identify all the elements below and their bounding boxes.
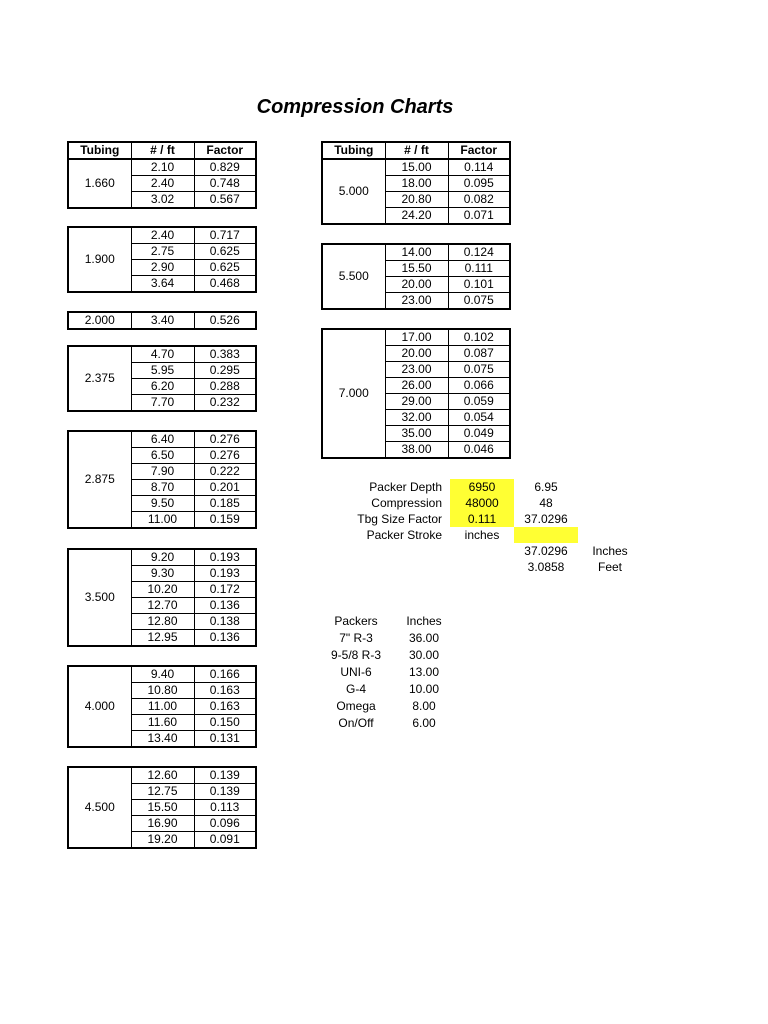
table-row — [322, 159, 510, 176]
tubing-table-2875 — [67, 430, 257, 529]
weight-cell: 2.40 — [131, 176, 194, 192]
page-title: Compression Charts — [256, 96, 454, 118]
factor-cell: 0.113 — [194, 800, 256, 816]
packer-depth-label: Packer Depth — [369, 480, 442, 494]
tubing-table-3500 — [67, 548, 257, 647]
factor-cell: 0.114 — [448, 159, 510, 176]
weight-cell: 29.00 — [385, 394, 448, 410]
factor-cell: 0.276 — [194, 448, 256, 464]
table-row — [322, 244, 510, 261]
packer-inches: 6.00 — [412, 716, 436, 730]
packers-header: Packers — [334, 614, 378, 628]
factor-cell: 0.163 — [194, 683, 256, 699]
packers-table — [318, 613, 454, 732]
factor-cell: 0.748 — [194, 176, 256, 192]
tubing-size: 4.500 — [84, 800, 115, 814]
packer-name: On/Off — [338, 716, 374, 730]
table-row — [68, 549, 256, 566]
weight-cell: 19.20 — [131, 832, 194, 849]
weight-cell: 11.00 — [131, 699, 194, 715]
weight-cell: 16.90 — [131, 816, 194, 832]
stroke-calculator — [320, 479, 686, 575]
header-weight: # / ft — [385, 142, 448, 159]
packer-depth-input[interactable]: 6950 — [450, 479, 514, 495]
weight-cell: 20.80 — [385, 192, 448, 208]
factor-cell: 0.046 — [448, 442, 510, 459]
weight-cell: 26.00 — [385, 378, 448, 394]
tubing-table-2000 — [67, 311, 257, 330]
factor-cell: 0.193 — [194, 549, 256, 566]
tubing-table-4000 — [67, 665, 257, 748]
weight-cell: 2.90 — [131, 260, 194, 276]
weight-cell: 6.20 — [131, 379, 194, 395]
list-item — [318, 630, 454, 647]
packer-depth-result: 6.95 — [534, 480, 558, 494]
packer-stroke-input[interactable] — [514, 527, 578, 543]
list-item — [318, 698, 454, 715]
list-item — [318, 681, 454, 698]
weight-cell: 24.20 — [385, 208, 448, 225]
weight-cell: 13.40 — [131, 731, 194, 748]
packer-stroke-unit: inches — [464, 528, 500, 542]
weight-cell: 7.90 — [131, 464, 194, 480]
packer-inches: 13.00 — [408, 665, 440, 679]
weight-cell: 8.70 — [131, 480, 194, 496]
factor-cell: 0.193 — [194, 566, 256, 582]
weight-cell: 17.00 — [385, 329, 448, 346]
factor-cell: 0.124 — [448, 244, 510, 261]
tubing-size: 7.000 — [338, 386, 369, 400]
tubing-size: 2.000 — [84, 313, 115, 327]
header-weight: # / ft — [131, 142, 194, 159]
weight-cell: 23.00 — [385, 293, 448, 310]
factor-cell: 0.095 — [448, 176, 510, 192]
weight-cell: 2.40 — [131, 227, 194, 244]
weight-cell: 18.00 — [385, 176, 448, 192]
weight-cell: 12.95 — [131, 630, 194, 647]
packer-name: Omega — [336, 699, 376, 713]
tubing-table-2375 — [67, 345, 257, 412]
factor-cell: 0.468 — [194, 276, 256, 293]
weight-cell: 12.60 — [131, 767, 194, 784]
factor-cell: 0.101 — [448, 277, 510, 293]
factor-cell: 0.096 — [194, 816, 256, 832]
weight-cell: 3.40 — [131, 312, 194, 329]
factor-cell: 0.054 — [448, 410, 510, 426]
header-tubing: Tubing — [68, 142, 131, 159]
header-tubing: Tubing — [322, 142, 385, 159]
result-inches-value: 37.0296 — [524, 544, 568, 558]
table-row — [68, 312, 256, 329]
table-row — [322, 329, 510, 346]
result-feet-value: 3.0858 — [527, 560, 565, 574]
table-row — [68, 666, 256, 683]
packer-stroke-label: Packer Stroke — [366, 528, 442, 542]
weight-cell: 2.75 — [131, 244, 194, 260]
weight-cell: 10.80 — [131, 683, 194, 699]
factor-cell: 0.131 — [194, 731, 256, 748]
weight-cell: 9.30 — [131, 566, 194, 582]
factor-cell: 0.567 — [194, 192, 256, 209]
weight-cell: 2.10 — [131, 159, 194, 176]
list-item — [318, 664, 454, 681]
tubing-table-1660 — [67, 141, 257, 209]
weight-cell: 15.00 — [385, 159, 448, 176]
packer-inches: 36.00 — [408, 631, 440, 645]
factor-cell: 0.082 — [448, 192, 510, 208]
weight-cell: 15.50 — [131, 800, 194, 816]
packer-name: G-4 — [345, 682, 366, 696]
factor-cell: 0.066 — [448, 378, 510, 394]
factor-cell: 0.625 — [194, 244, 256, 260]
factor-cell: 0.526 — [194, 312, 256, 329]
tubing-table-4500 — [67, 766, 257, 849]
packer-name: 9-5/8 R-3 — [330, 648, 382, 662]
weight-cell: 20.00 — [385, 277, 448, 293]
tubing-size: 1.900 — [84, 252, 115, 266]
tbg-size-factor-label: Tbg Size Factor — [357, 512, 442, 526]
weight-cell: 12.70 — [131, 598, 194, 614]
tbg-size-factor-result: 37.0296 — [524, 512, 568, 526]
compression-label: Compression — [371, 496, 442, 510]
weight-cell: 3.02 — [131, 192, 194, 209]
factor-cell: 0.136 — [194, 630, 256, 647]
factor-cell: 0.232 — [194, 395, 256, 412]
weight-cell: 14.00 — [385, 244, 448, 261]
header-factor: Factor — [448, 142, 510, 159]
tubing-table-5500 — [321, 243, 511, 310]
factor-cell: 0.071 — [448, 208, 510, 225]
weight-cell: 7.70 — [131, 395, 194, 412]
weight-cell: 23.00 — [385, 362, 448, 378]
tubing-table-7000 — [321, 328, 511, 459]
packer-inches: 10.00 — [408, 682, 440, 696]
weight-cell: 38.00 — [385, 442, 448, 459]
factor-cell: 0.075 — [448, 362, 510, 378]
factor-cell: 0.276 — [194, 431, 256, 448]
tubing-size: 1.660 — [84, 176, 115, 190]
factor-cell: 0.295 — [194, 363, 256, 379]
factor-cell: 0.166 — [194, 666, 256, 683]
tubing-size: 4.000 — [84, 699, 115, 713]
factor-cell: 0.625 — [194, 260, 256, 276]
weight-cell: 11.00 — [131, 512, 194, 529]
tubing-table-5000 — [321, 141, 511, 225]
factor-cell: 0.139 — [194, 784, 256, 800]
factor-cell: 0.717 — [194, 227, 256, 244]
factor-cell: 0.091 — [194, 832, 256, 849]
factor-cell: 0.222 — [194, 464, 256, 480]
compression-result: 48 — [539, 496, 553, 510]
weight-cell: 6.40 — [131, 431, 194, 448]
list-item — [318, 647, 454, 664]
weight-cell: 9.20 — [131, 549, 194, 566]
packer-name: 7" R-3 — [339, 631, 373, 645]
weight-cell: 12.80 — [131, 614, 194, 630]
tubing-table-1900 — [67, 226, 257, 293]
factor-cell: 0.138 — [194, 614, 256, 630]
weight-cell: 6.50 — [131, 448, 194, 464]
packer-inches: 8.00 — [412, 699, 436, 713]
tubing-size: 3.500 — [84, 590, 115, 604]
factor-cell: 0.383 — [194, 346, 256, 363]
factor-cell: 0.049 — [448, 426, 510, 442]
factor-cell: 0.059 — [448, 394, 510, 410]
factor-cell: 0.185 — [194, 496, 256, 512]
table-row — [68, 431, 256, 448]
factor-cell: 0.201 — [194, 480, 256, 496]
weight-cell: 9.50 — [131, 496, 194, 512]
tbg-size-factor-input[interactable]: 0.111 — [450, 511, 514, 527]
table-row — [68, 159, 256, 176]
tubing-size: 5.500 — [338, 269, 369, 283]
weight-cell: 10.20 — [131, 582, 194, 598]
factor-cell: 0.087 — [448, 346, 510, 362]
factor-cell: 0.159 — [194, 512, 256, 529]
factor-cell: 0.163 — [194, 699, 256, 715]
table-row — [68, 346, 256, 363]
weight-cell: 20.00 — [385, 346, 448, 362]
factor-cell: 0.288 — [194, 379, 256, 395]
result-feet-unit: Feet — [597, 560, 622, 574]
factor-cell: 0.172 — [194, 582, 256, 598]
factor-cell: 0.111 — [448, 261, 510, 277]
header-factor: Factor — [194, 142, 256, 159]
weight-cell: 11.60 — [131, 715, 194, 731]
factor-cell: 0.136 — [194, 598, 256, 614]
table-row — [68, 767, 256, 784]
weight-cell: 15.50 — [385, 261, 448, 277]
inches-header: Inches — [406, 614, 442, 628]
packer-name: UNI-6 — [340, 665, 372, 679]
tubing-size: 2.375 — [84, 371, 115, 385]
weight-cell: 5.95 — [131, 363, 194, 379]
factor-cell: 0.829 — [194, 159, 256, 176]
tubing-size: 5.000 — [338, 184, 369, 198]
list-item — [318, 715, 454, 732]
tubing-size: 2.875 — [84, 472, 115, 486]
weight-cell: 12.75 — [131, 784, 194, 800]
weight-cell: 35.00 — [385, 426, 448, 442]
factor-cell: 0.102 — [448, 329, 510, 346]
weight-cell: 4.70 — [131, 346, 194, 363]
factor-cell: 0.139 — [194, 767, 256, 784]
table-row — [68, 227, 256, 244]
factor-cell: 0.075 — [448, 293, 510, 310]
packer-inches: 30.00 — [408, 648, 440, 662]
weight-cell: 3.64 — [131, 276, 194, 293]
compression-input[interactable]: 48000 — [450, 495, 514, 511]
weight-cell: 32.00 — [385, 410, 448, 426]
factor-cell: 0.150 — [194, 715, 256, 731]
result-inches-unit: Inches — [592, 544, 628, 558]
weight-cell: 9.40 — [131, 666, 194, 683]
